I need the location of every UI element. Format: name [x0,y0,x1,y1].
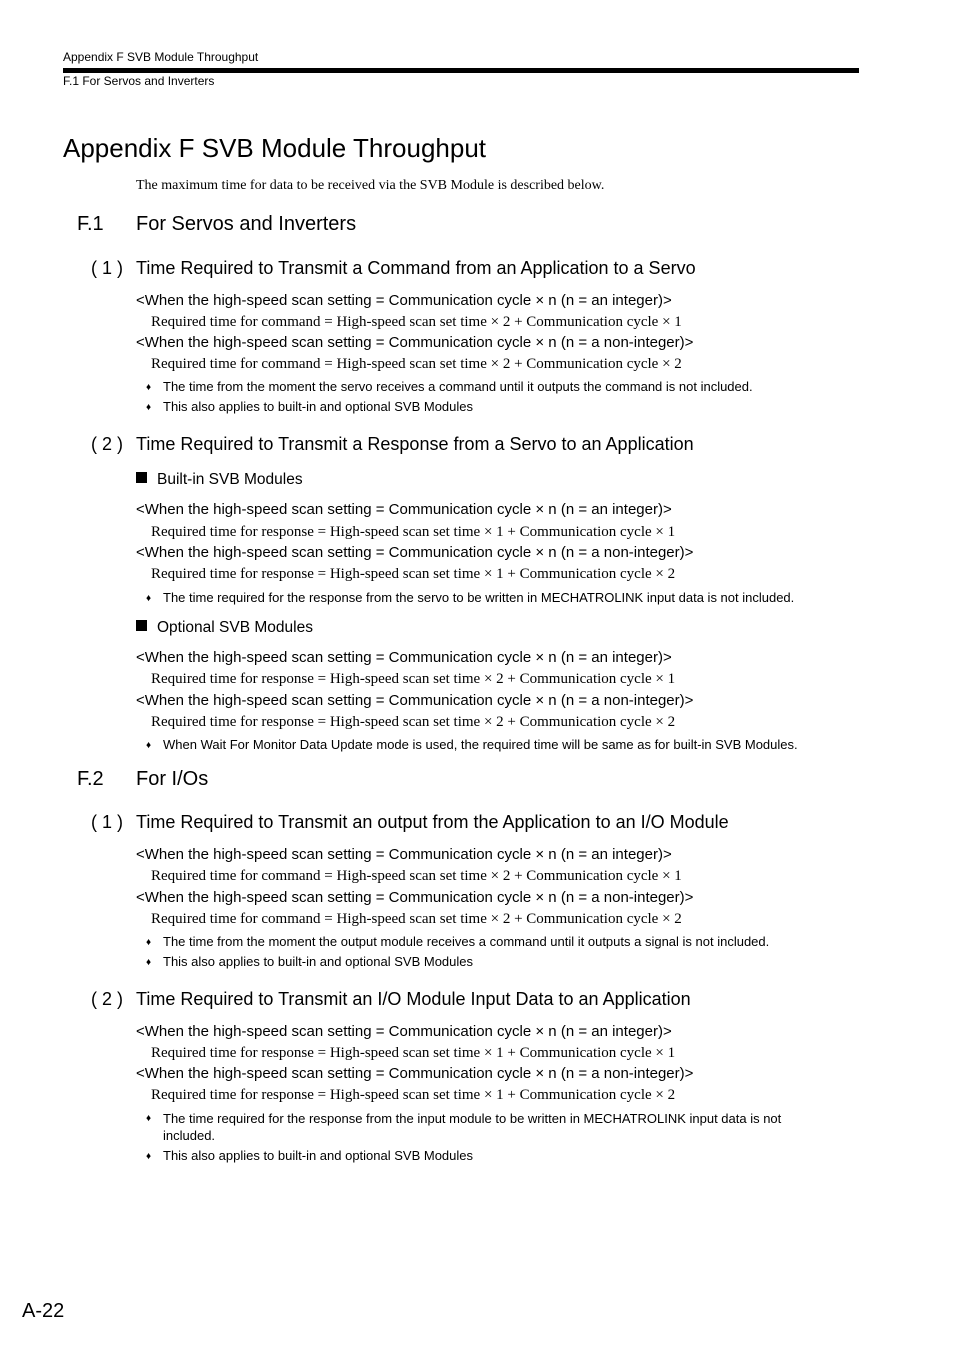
section-heading-f1 [77,213,356,236]
section-number: F.2 [77,768,104,790]
subsection-title: Time Required to Transmit an I/O Module Input Data to an Application [136,989,691,1009]
running-header-section: F.1 For Servos and Inverters [63,74,215,88]
section-title: For I/Os [136,768,209,790]
page-number: A-22 [22,1300,65,1322]
bullet-icon: ♦ [146,957,152,968]
formula-line: Required time for command = High-speed scan set time × 2 + Communication cycle × 1 [151,868,682,884]
note-item: ♦ This also applies to built-in and optional SVB Modules [146,954,474,969]
condition-line: <When the high-speed scan setting = Communication cycle × n (n = a non-integer)> [136,1065,694,1082]
bullet-icon: ♦ [146,382,152,393]
subsection-heading [91,989,691,1010]
subsection-title: Time Required to Transmit a Response from a Servo to an Application [136,434,694,454]
subsection-number: ( 2 ) [91,434,124,454]
subsection-number: ( 1 ) [91,258,124,278]
formula-line: Required time for response = High-speed scan set time × 1 + Communication cycle × 2 [151,1087,676,1103]
condition-line: <When the high-speed scan setting = Communication cycle × n (n = an integer)> [136,501,672,518]
note-item: ♦ When Wait For Monitor Data Update mode is used, the required time will be same as for built-in SVB Modules. [146,737,798,752]
section-title: For Servos and Inverters [136,213,357,235]
formula-line: Required time for response = High-speed scan set time × 2 + Communication cycle × 1 [151,671,676,687]
module-heading: Built-in SVB Modules [136,471,303,489]
intro-paragraph: The maximum time for data to be received via the SVB Module is described below. [136,178,605,193]
condition-line: <When the high-speed scan setting = Communication cycle × n (n = an integer)> [136,1023,672,1040]
bullet-icon: ♦ [146,402,152,413]
section-heading-f2 [77,768,208,791]
subsection-heading [91,434,694,455]
formula-line: Required time for command = High-speed scan set time × 2 + Communication cycle × 1 [151,314,682,330]
bullet-icon: ♦ [146,1113,152,1124]
bullet-icon: ♦ [146,1151,152,1162]
bullet-icon: ♦ [146,740,152,751]
condition-line: <When the high-speed scan setting = Communication cycle × n (n = a non-integer)> [136,544,694,561]
section-number: F.1 [77,213,104,235]
condition-line: <When the high-speed scan setting = Communication cycle × n (n = an integer)> [136,846,672,863]
formula-line: Required time for response = High-speed scan set time × 1 + Communication cycle × 2 [151,566,676,582]
bullet-icon: ♦ [146,593,152,604]
condition-line: <When the high-speed scan setting = Communication cycle × n (n = a non-integer)> [136,889,694,906]
note-item: ♦ This also applies to built-in and optional SVB Modules [146,1148,474,1163]
formula-line: Required time for command = High-speed scan set time × 2 + Communication cycle × 2 [151,356,682,372]
header-rule [63,68,859,73]
square-bullet-icon [136,472,147,483]
subsection-title: Time Required to Transmit a Command from an Application to a Servo [136,258,696,278]
page-title: Appendix F SVB Module Throughput [63,133,487,163]
formula-line: Required time for response = High-speed scan set time × 1 + Communication cycle × 1 [151,524,676,540]
formula-line: Required time for response = High-speed scan set time × 2 + Communication cycle × 2 [151,714,676,730]
square-bullet-icon [136,620,147,631]
running-header-chapter: Appendix F SVB Module Throughput [63,50,259,64]
bullet-icon: ♦ [146,937,152,948]
condition-line: <When the high-speed scan setting = Communication cycle × n (n = a non-integer)> [136,334,694,351]
note-item: ♦ The time required for the response from the servo to be written in MECHATROLINK input data is not included. [146,590,795,605]
formula-line: Required time for response = High-speed scan set time × 1 + Communication cycle × 1 [151,1045,676,1061]
formula-line: Required time for command = High-speed scan set time × 2 + Communication cycle × 2 [151,911,682,927]
module-heading: Optional SVB Modules [136,619,313,637]
subsection-title: Time Required to Transmit an output from the Application to an I/O Module [136,812,729,832]
condition-line: <When the high-speed scan setting = Communication cycle × n (n = an integer)> [136,292,672,309]
note-item: ♦ The time from the moment the output module receives a command until it outputs a signal is not included. [146,934,770,949]
condition-line: <When the high-speed scan setting = Communication cycle × n (n = a non-integer)> [136,692,694,709]
subsection-heading [91,258,696,279]
note-item: ♦ The time required for the response from the input module to be written in MECHATROLINK input data is not included. [146,1111,782,1143]
subsection-number: ( 1 ) [91,812,124,832]
note-item: ♦ The time from the moment the servo receives a command until it outputs the command is not included. [146,379,753,394]
condition-line: <When the high-speed scan setting = Communication cycle × n (n = an integer)> [136,649,672,666]
note-item: ♦ This also applies to built-in and optional SVB Modules [146,399,474,414]
subsection-heading [91,812,729,833]
subsection-number: ( 2 ) [91,989,124,1009]
